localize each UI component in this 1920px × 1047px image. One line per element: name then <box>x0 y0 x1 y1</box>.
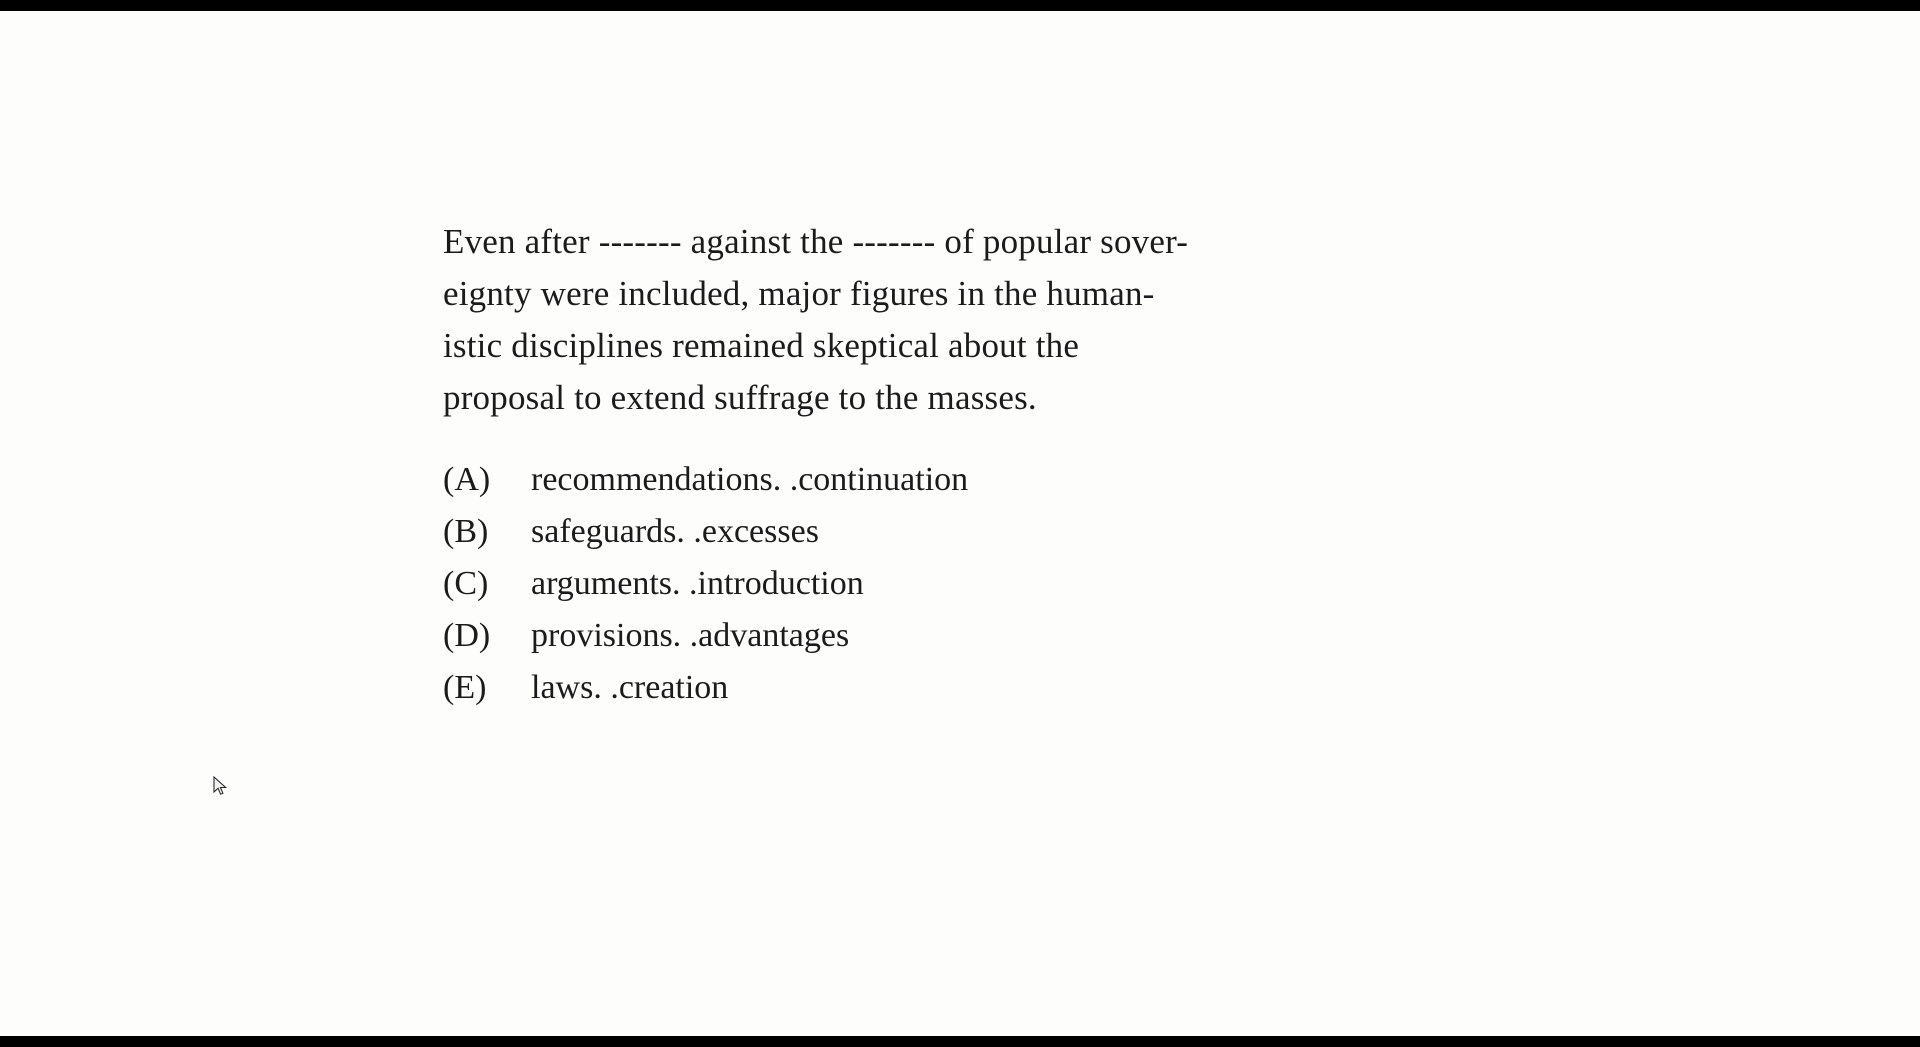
choice-text-d: provisions. .advantages <box>531 617 850 654</box>
choice-letter-a: (A) <box>443 461 491 498</box>
choice-letter-d: (D) <box>443 617 491 654</box>
answer-choice-d[interactable] <box>443 610 1543 662</box>
question-stem <box>443 216 1488 424</box>
document-page <box>0 11 1920 1036</box>
mouse-cursor-icon <box>213 776 229 798</box>
choice-letter-e: (E) <box>443 669 487 706</box>
answer-choice-c[interactable] <box>443 558 1543 610</box>
choice-letter-c: (C) <box>443 565 489 602</box>
answer-choice-a[interactable] <box>443 454 1543 506</box>
choice-text-a: recommendations. .continuation <box>531 461 969 498</box>
choice-letter-b: (B) <box>443 513 489 550</box>
answer-choices-list <box>443 454 1543 714</box>
stem-line-3: istic disciplines remained skeptical about the <box>443 326 1080 365</box>
stem-line-2: eignty were included, major figures in the human- <box>443 274 1155 313</box>
answer-choice-e[interactable] <box>443 662 1543 714</box>
answer-choice-b[interactable] <box>443 506 1543 558</box>
stem-line-1: Even after ------- against the ------- of popular sover- <box>443 222 1189 261</box>
stem-line-4: proposal to extend suffrage to the masses. <box>443 378 1037 417</box>
choice-text-c: arguments. .introduction <box>531 565 864 602</box>
choice-text-e: laws. .creation <box>531 669 729 706</box>
question-block <box>443 216 1543 714</box>
choice-text-b: safeguards. .excesses <box>531 513 819 550</box>
